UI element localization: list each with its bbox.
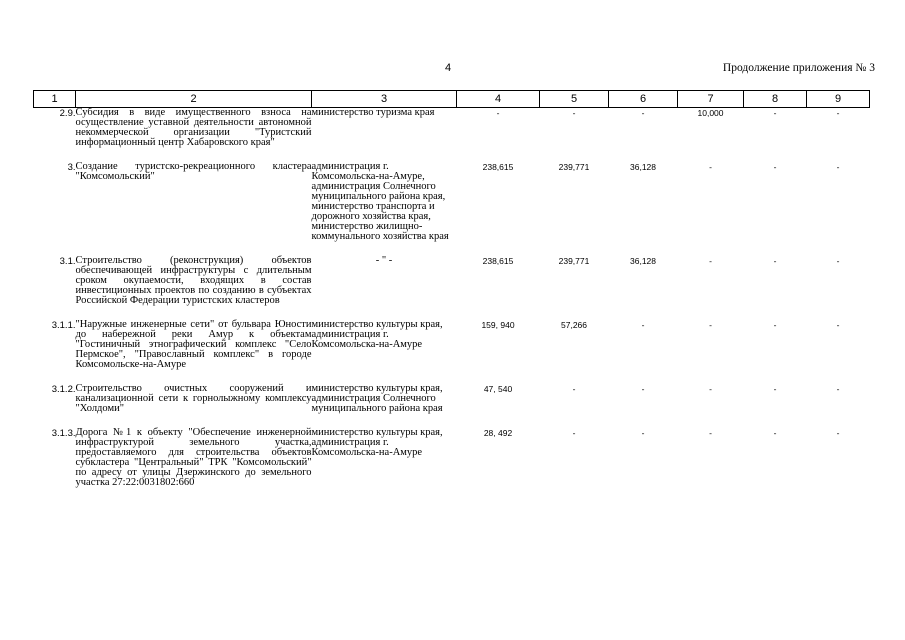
row-spacer [34,414,870,428]
row-number: 3.1.2. [51,384,76,395]
row-spacer [34,306,870,320]
value-col-9: - [836,162,840,172]
value-col-5: - [572,384,576,394]
value-col-8: - [773,108,777,118]
value-col-5: 57,266 [561,320,587,330]
value-col-8: - [773,428,777,438]
value-col-6: - [641,384,645,394]
value-col-4: 159, 940 [481,320,515,330]
value-col-4: 238,615 [482,162,514,172]
value-col-8: - [773,162,777,172]
column-header-9: 9 [807,91,870,108]
column-header-3: 3 [312,91,457,108]
value-col-6: - [641,428,645,438]
value-col-7: - [709,162,712,172]
value-col-4: - [496,108,500,118]
value-col-8: - [773,256,777,266]
table-row [34,428,870,488]
value-col-4: 47, 540 [483,384,513,394]
value-col-7: 10,000 [697,108,724,118]
column-header-4: 4 [457,91,540,108]
column-number-header-row [34,91,870,108]
appendix-continuation-label: Продолжение приложения № 3 [722,62,875,74]
table-row [34,256,870,306]
value-col-6: - [641,320,645,330]
value-col-5: 239,771 [558,162,590,172]
value-col-9: - [836,384,840,394]
value-col-8: - [773,320,777,330]
row-number: 2.9. [59,108,76,119]
row-number: 3.1. [59,256,76,267]
row-description: "Наружные инженерные сети" от бульвара Юности до набережной реки Амур к объектам "Гостиничный этнографический комплекс "Село Пермское", "Православный комплекс" в городе Комсомольске-на-Амуре [75,319,312,370]
value-col-7: - [709,320,712,330]
value-col-5: 239,771 [558,256,590,266]
value-col-7: - [709,256,712,266]
table-row [34,320,870,370]
value-col-8: - [773,384,777,394]
value-col-5: - [572,428,576,438]
row-description: Создание туристско-рекреационного кластера "Комсомольский" [75,161,312,182]
value-col-4: 238,615 [482,256,514,266]
page-number: 4 [445,62,452,74]
value-col-9: - [836,256,840,266]
row-number: 3.1.1. [51,320,76,331]
column-header-1: 1 [34,91,76,108]
row-number: 3.1.3. [51,428,76,439]
value-col-9: - [836,108,840,118]
row-executor: - " - [375,255,393,266]
column-header-6: 6 [609,91,678,108]
row-executor: министерство культуры края, администрация Солнечного муниципального района края [311,383,443,414]
row-spacer [34,370,870,384]
column-header-5: 5 [540,91,609,108]
value-col-6: - [641,108,645,118]
row-executor: министерство культуры края, администрация г. Комсомольска-на-Амуре [311,319,443,350]
column-header-2: 2 [76,91,312,108]
value-col-6: 36,128 [630,256,656,266]
row-description: Строительство (реконструкция) объектов обеспечивающей инфраструктуры с длительным сроком окупаемости, входящих в состав инвестиционных проектов по созданию в субъектах Российской Федерации туристских кластеров [75,255,312,306]
value-col-4: 28, 492 [483,428,513,438]
row-description: Субсидия в виде имущественного взноса на осуществление уставной деятельности автономной некоммерческой организации "Туристский информационный центр Хабаровского края" [75,107,312,148]
row-executor: администрация г. Комсомольска-на-Амуре, администрация Солнечного муниципального района края, министерство транспорта и дорожного хозяйства края, министерство жилищно-коммунального хозяйства края [311,161,449,242]
row-description: Строительство очистных сооружений и канализационной сети к горнолыжному комплексу "Холдоми" [75,383,312,414]
column-header-7: 7 [678,91,744,108]
row-executor: министерство туризма края [311,107,435,118]
table-row [34,162,870,242]
value-col-7: - [709,384,712,394]
table-row [34,108,870,149]
row-number: 3. [67,162,76,173]
value-col-5: - [572,108,576,118]
row-spacer [34,148,870,162]
value-col-6: 36,128 [630,162,656,172]
row-description: Дорога №1 к объекту "Обеспечение инженерной инфраструктурой земельного участка, предоставляемого для строительства объектов субкластера "Центральный" ТРК "Комсомольский" по адресу от улицы Дзержинского до земельного участка 27:22:0031802:660 [75,427,312,488]
budget-table [33,90,870,488]
value-col-9: - [836,320,840,330]
value-col-9: - [836,428,840,438]
table-row [34,384,870,414]
row-executor: министерство культуры края, администрация г. Комсомольска-на-Амуре [311,427,443,458]
row-spacer [34,242,870,256]
column-header-8: 8 [744,91,807,108]
value-col-7: - [709,428,712,438]
